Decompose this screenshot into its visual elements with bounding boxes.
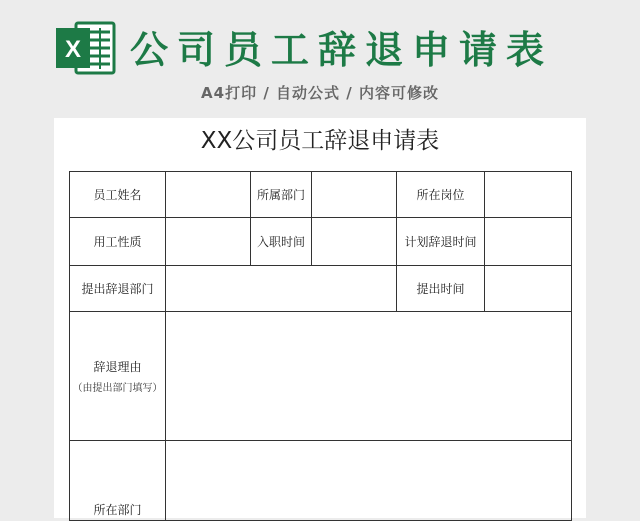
label-position: 所在岗位 <box>397 172 485 218</box>
label-proposal-date: 提出时间 <box>397 266 485 312</box>
table-row <box>70 218 572 266</box>
reason-label: 辞退理由 <box>93 360 142 374</box>
dept-label: 所在部门 <box>93 503 142 517</box>
banner-subtitle: A4打印 / 自动公式 / 内容可修改 <box>201 84 439 102</box>
input-department[interactable] <box>312 172 397 218</box>
label-employment-type: 用工性质 <box>70 218 166 266</box>
input-hire-date[interactable] <box>312 218 397 266</box>
table-row <box>70 172 572 218</box>
input-proposal-date[interactable] <box>485 266 572 312</box>
table-row <box>70 266 572 312</box>
label-dismissal-reason <box>70 312 166 441</box>
input-current-department-opinion[interactable] <box>166 441 572 521</box>
input-position[interactable] <box>485 172 572 218</box>
table-row <box>70 312 572 441</box>
reason-note: （由提出部门填写） <box>72 383 163 394</box>
label-employee-name: 员工姓名 <box>70 172 166 218</box>
banner-header <box>0 0 640 118</box>
excel-icon <box>54 20 116 76</box>
input-dismissal-reason[interactable] <box>166 312 572 441</box>
label-current-department <box>70 441 166 521</box>
input-employment-type[interactable] <box>166 218 251 266</box>
document-title: XX公司员工辞退申请表 <box>200 128 440 154</box>
logo-letter: X <box>64 36 82 63</box>
label-department: 所属部门 <box>251 172 312 218</box>
input-proposing-department[interactable] <box>166 266 397 312</box>
application-form-table <box>69 171 572 521</box>
label-proposing-department: 提出辞退部门 <box>70 266 166 312</box>
input-planned-dismissal-date[interactable] <box>485 218 572 266</box>
banner-title: 公司员工辞退申请表 <box>130 28 554 72</box>
label-planned-dismissal-date: 计划辞退时间 <box>397 218 485 266</box>
table-row <box>70 441 572 521</box>
input-employee-name[interactable] <box>166 172 251 218</box>
label-hire-date: 入职时间 <box>251 218 312 266</box>
document-page <box>54 118 586 518</box>
